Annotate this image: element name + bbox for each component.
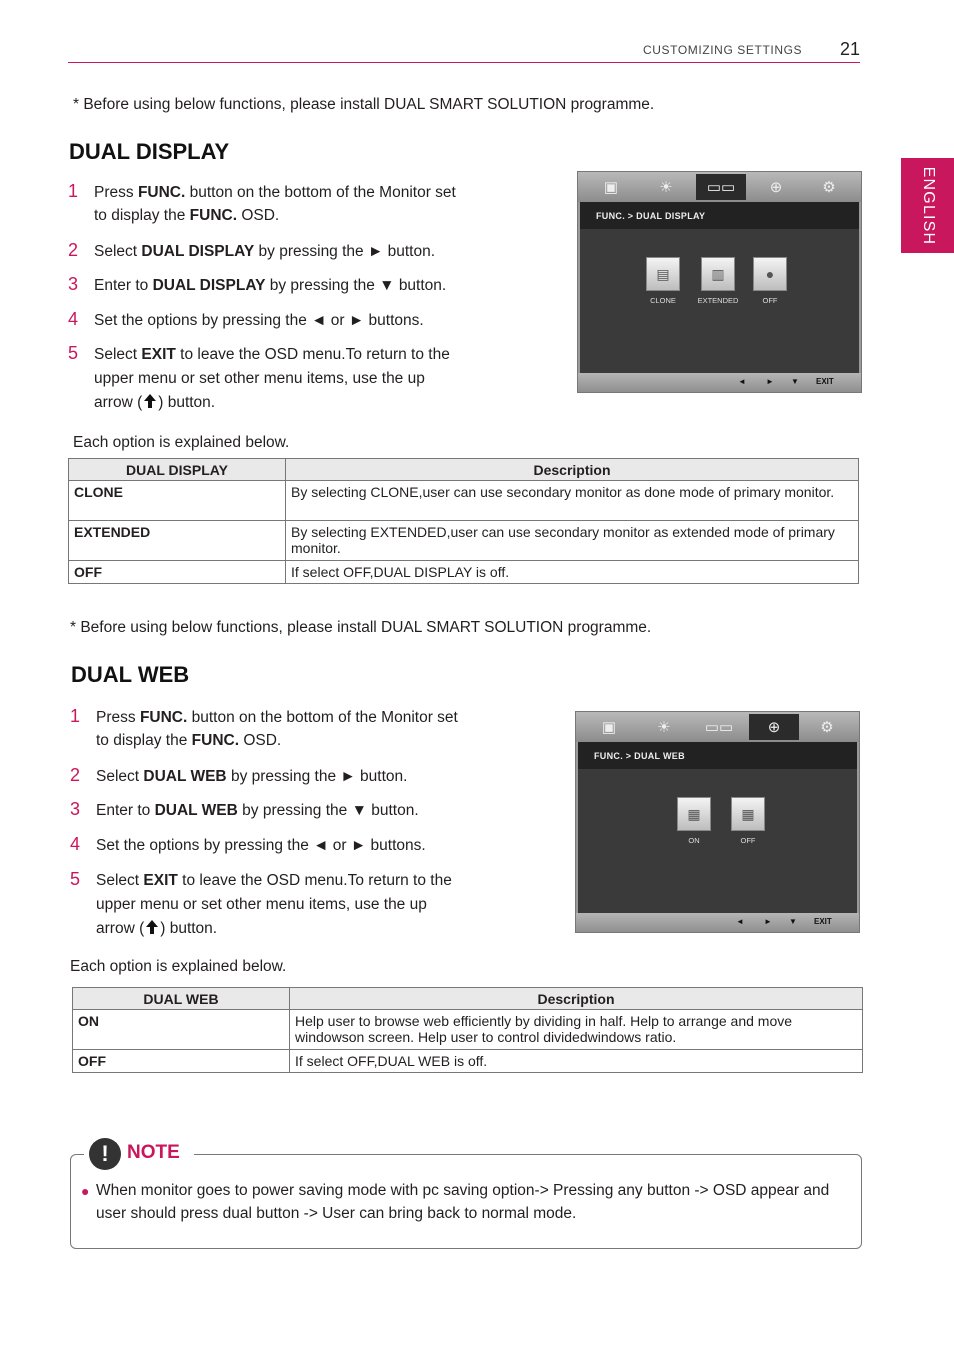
language-tab bbox=[901, 158, 954, 253]
table-row bbox=[69, 481, 859, 521]
step bbox=[68, 343, 488, 415]
section-title: CUSTOMIZING SETTINGS bbox=[643, 43, 803, 57]
down-arrow-icon: ▼ bbox=[791, 377, 799, 386]
dual-web-off-icon: ▦ bbox=[731, 797, 765, 831]
extended-icon: ▥ bbox=[701, 257, 735, 291]
table-cell: By selecting CLONE,user can use secondary monitor as done mode of primary monitor. bbox=[286, 481, 859, 521]
table-row bbox=[73, 1010, 863, 1050]
osd-panel bbox=[578, 742, 857, 913]
up-arrow-icon bbox=[142, 393, 158, 409]
bulb-icon: ☀ bbox=[657, 719, 671, 736]
table-cell: EXTENDED bbox=[69, 521, 286, 561]
step-text: Enter to DUAL DISPLAY by pressing the ▼ button. bbox=[94, 277, 447, 294]
osd-menu-bar bbox=[576, 712, 859, 742]
prerequisite-note: * Before using below functions, please install DUAL SMART SOLUTION programme. bbox=[70, 619, 652, 636]
left-arrow-icon: ◄ bbox=[736, 917, 744, 926]
clone-icon: ▤ bbox=[646, 257, 680, 291]
dual-display-icon: ▭▭ bbox=[704, 719, 734, 736]
table-header: DUAL DISPLAY bbox=[69, 459, 286, 481]
step bbox=[68, 274, 488, 297]
osd-screenshot bbox=[575, 711, 860, 933]
step bbox=[68, 181, 488, 227]
step-text: Select DUAL WEB by pressing the ► button. bbox=[96, 768, 408, 785]
table-header: Description bbox=[286, 459, 859, 481]
step-text: Press FUNC. button on the bottom of the Monitor set to display the FUNC. OSD. bbox=[96, 709, 458, 749]
off-icon: ● bbox=[753, 257, 787, 291]
picture-icon: ▣ bbox=[603, 179, 619, 196]
gear-icon: ⚙ bbox=[822, 179, 836, 196]
step bbox=[68, 240, 488, 263]
osd-menu-bar bbox=[578, 172, 861, 202]
table-header-row bbox=[73, 988, 863, 1010]
table-cell: OFF bbox=[69, 561, 286, 584]
table-row bbox=[69, 561, 859, 584]
table-row bbox=[73, 1050, 863, 1073]
step-text: Select EXIT to leave the OSD menu.To return to the upper menu or set other menu items, use the up arrow ( ) button. bbox=[94, 346, 450, 411]
exclamation-icon: ! bbox=[89, 1138, 121, 1170]
step-number: 5 bbox=[70, 869, 81, 889]
table-cell: If select OFF,DUAL DISPLAY is off. bbox=[286, 561, 859, 584]
note-label: NOTE bbox=[127, 1142, 180, 1163]
osd-breadcrumb: FUNC. > DUAL WEB bbox=[578, 742, 857, 769]
osd-panel bbox=[580, 202, 859, 373]
step-text: Set the options by pressing the ◄ or ► buttons. bbox=[96, 837, 426, 854]
step bbox=[70, 799, 490, 822]
up-arrow-icon bbox=[144, 919, 160, 935]
section-heading: DUAL WEB bbox=[71, 662, 190, 687]
step bbox=[70, 869, 490, 941]
step-number: 4 bbox=[68, 309, 79, 329]
gear-icon: ⚙ bbox=[820, 719, 834, 736]
page-number: 21 bbox=[840, 39, 861, 59]
options-table bbox=[72, 987, 863, 1073]
step-number: 2 bbox=[70, 765, 81, 785]
osd-footer bbox=[576, 913, 859, 932]
table-cell: If select OFF,DUAL WEB is off. bbox=[290, 1050, 863, 1073]
osd-option-off: ▦ OFF bbox=[728, 797, 768, 845]
right-arrow-icon: ► bbox=[764, 917, 772, 926]
step bbox=[70, 834, 490, 857]
step bbox=[70, 706, 490, 752]
osd-footer bbox=[578, 373, 861, 392]
right-arrow-icon: ► bbox=[766, 377, 774, 386]
osd-option-off: ● OFF bbox=[750, 257, 790, 305]
osd-screenshot bbox=[577, 171, 862, 393]
globe-icon: ⊕ bbox=[769, 179, 783, 196]
osd-option-clone: ▤ CLONE bbox=[643, 257, 683, 305]
table-intro: Each option is explained below. bbox=[73, 434, 290, 451]
table-cell: By selecting EXTENDED,user can use secondary monitor as extended mode of primary monitor. bbox=[286, 521, 859, 561]
step bbox=[68, 309, 488, 332]
table-header: DUAL WEB bbox=[73, 988, 290, 1010]
options-table bbox=[68, 458, 859, 584]
step-number: 1 bbox=[70, 706, 81, 726]
picture-icon: ▣ bbox=[601, 719, 617, 736]
table-cell: ON bbox=[73, 1010, 290, 1050]
table-header-row bbox=[69, 459, 859, 481]
down-arrow-icon: ▼ bbox=[789, 917, 797, 926]
left-arrow-icon: ◄ bbox=[738, 377, 746, 386]
bulb-icon: ☀ bbox=[659, 179, 673, 196]
table-cell: Help user to browse web efficiently by dividing in half. Help to arrange and move windowson screen. Help user to control dividedwindows ratio. bbox=[290, 1010, 863, 1050]
step-number: 5 bbox=[68, 343, 79, 363]
step-text: Select EXIT to leave the OSD menu.To return to the upper menu or set other menu items, use the up arrow ( ) button. bbox=[96, 872, 452, 937]
header-divider bbox=[68, 62, 860, 63]
table-intro: Each option is explained below. bbox=[70, 958, 287, 975]
table-row bbox=[69, 521, 859, 561]
bullet-icon: ● bbox=[81, 1183, 90, 1199]
osd-option-on: ▦ ON bbox=[674, 797, 714, 845]
osd-breadcrumb: FUNC. > DUAL DISPLAY bbox=[580, 202, 859, 229]
osd-exit-label: EXIT bbox=[816, 377, 834, 386]
globe-icon: ⊕ bbox=[749, 714, 799, 740]
step bbox=[70, 765, 490, 788]
dual-display-icon: ▭▭ bbox=[696, 174, 746, 200]
dual-web-on-icon: ▦ bbox=[677, 797, 711, 831]
osd-option-extended: ▥ EXTENDED bbox=[692, 257, 744, 305]
table-cell: OFF bbox=[73, 1050, 290, 1073]
step-number: 4 bbox=[70, 834, 81, 854]
table-header: Description bbox=[290, 988, 863, 1010]
osd-exit-label: EXIT bbox=[814, 917, 832, 926]
note-text: When monitor goes to power saving mode with pc saving option-> Pressing any button -> OSD appear and user should press dual button -> User can bring back to normal mode. bbox=[96, 1182, 830, 1222]
language-tab-label: ENGLISH bbox=[919, 166, 937, 245]
step-text: Press FUNC. button on the bottom of the Monitor set to display the FUNC. OSD. bbox=[94, 184, 456, 224]
table-cell: CLONE bbox=[69, 481, 286, 521]
step-text: Enter to DUAL WEB by pressing the ▼ button. bbox=[96, 802, 419, 819]
prerequisite-note: * Before using below functions, please install DUAL SMART SOLUTION programme. bbox=[73, 96, 655, 113]
step-number: 2 bbox=[68, 240, 79, 260]
step-text: Set the options by pressing the ◄ or ► buttons. bbox=[94, 312, 424, 329]
step-number: 1 bbox=[68, 181, 79, 201]
step-text: Select DUAL DISPLAY by pressing the ► button. bbox=[94, 243, 436, 260]
step-number: 3 bbox=[68, 274, 79, 294]
section-heading: DUAL DISPLAY bbox=[69, 139, 230, 164]
step-number: 3 bbox=[70, 799, 81, 819]
